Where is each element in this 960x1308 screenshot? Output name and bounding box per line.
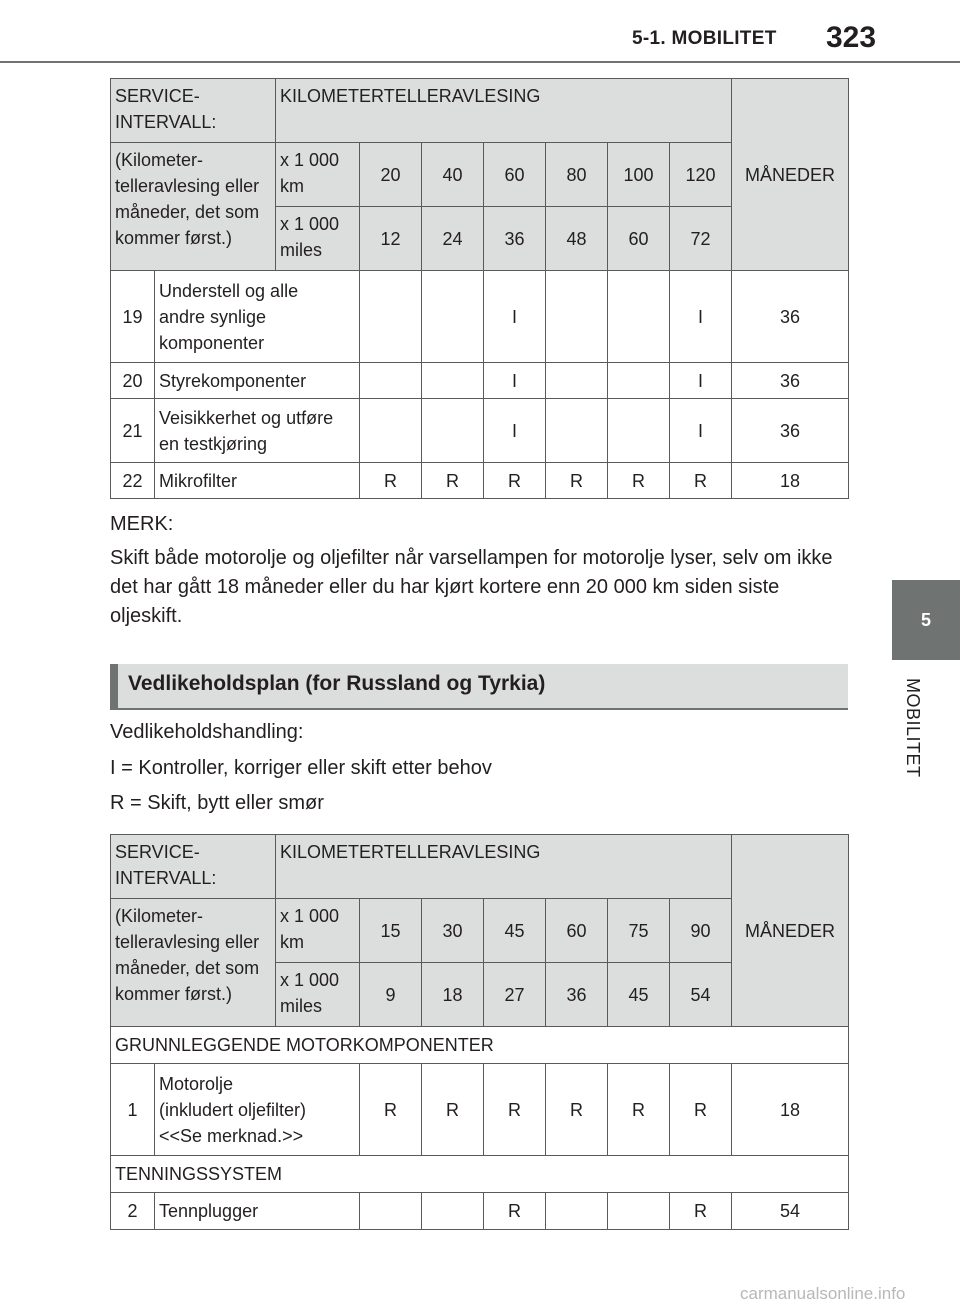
row-action: I <box>484 271 546 363</box>
chapter-tab[interactable]: 5 <box>892 580 960 660</box>
row-action <box>546 399 608 463</box>
table-row <box>111 1064 849 1156</box>
miles-value: 18 <box>422 963 484 1027</box>
page-header <box>0 0 960 62</box>
miles-unit: x 1 000 miles <box>276 963 360 1027</box>
row-item-name: Understell og alle andre synlige komponenter <box>155 271 360 363</box>
table-row <box>111 271 849 363</box>
legend-i: I = Kontroller, korriger eller skift etter behov <box>110 757 492 779</box>
section-heading <box>110 664 848 710</box>
km-value: 80 <box>546 143 608 207</box>
row-action <box>546 363 608 399</box>
miles-value: 36 <box>484 207 546 271</box>
row-action <box>422 271 484 363</box>
note-text: Skift både motorolje og oljefilter når varsellampen for motorolje lyser, selv om ikke det har gått 18 måneder eller du har kjørt kortere enn 20 000 km siden siste oljeskift. <box>110 547 833 627</box>
miles-value: 48 <box>546 207 608 271</box>
row-item-name: Veisikkerhet og utføre en testkjøring <box>155 399 360 463</box>
row-number: 20 <box>111 363 155 399</box>
watermark-link[interactable]: carmanualsonline.info <box>740 1284 906 1303</box>
note-label: MERK: <box>110 513 174 535</box>
heading-bar <box>110 664 118 708</box>
table-row <box>111 399 849 463</box>
row-action <box>422 363 484 399</box>
row-action <box>360 1193 422 1230</box>
miles-value: 12 <box>360 207 422 271</box>
row-action <box>422 399 484 463</box>
row-action <box>360 271 422 363</box>
km-unit: x 1 000 km <box>276 143 360 207</box>
row-action <box>422 1193 484 1230</box>
km-value: 20 <box>360 143 422 207</box>
km-value: 30 <box>422 899 484 963</box>
chapter-side-label: MOBILITET <box>903 678 923 778</box>
miles-unit: x 1 000 miles <box>276 207 360 271</box>
row-months: 54 <box>732 1193 849 1230</box>
row-action: I <box>670 363 732 399</box>
km-value: 100 <box>608 143 670 207</box>
section-heading-text: Vedlikeholdsplan (for Russland og Tyrkia) <box>128 672 546 695</box>
page-number: 323 <box>826 21 877 54</box>
row-action: R <box>546 463 608 499</box>
interval-header: SERVICE- INTERVALL: <box>111 79 276 143</box>
row-months: 18 <box>732 1064 849 1156</box>
row-action: R <box>360 463 422 499</box>
row-action: I <box>484 399 546 463</box>
row-action: R <box>422 463 484 499</box>
row-action: R <box>670 1193 732 1230</box>
km-value: 45 <box>484 899 546 963</box>
km-value: 40 <box>422 143 484 207</box>
row-action <box>360 363 422 399</box>
months-header: MÅNEDER <box>732 79 849 271</box>
row-months: 36 <box>732 271 849 363</box>
miles-value: 24 <box>422 207 484 271</box>
row-action: R <box>360 1064 422 1156</box>
service-table-1 <box>110 78 849 499</box>
km-value: 120 <box>670 143 732 207</box>
section-title: 5-1. MOBILITET <box>632 28 777 49</box>
miles-value: 72 <box>670 207 732 271</box>
miles-value: 9 <box>360 963 422 1027</box>
table-row <box>111 1193 849 1230</box>
km-value: 60 <box>484 143 546 207</box>
row-action <box>360 399 422 463</box>
row-months: 36 <box>732 399 849 463</box>
row-months: 18 <box>732 463 849 499</box>
row-number: 2 <box>111 1193 155 1230</box>
interval-header: SERVICE- INTERVALL: <box>111 835 276 899</box>
interval-note: (Kilometer- telleravlesing eller måneder, det som kommer først.) <box>111 899 276 1027</box>
row-action: R <box>608 463 670 499</box>
km-value: 60 <box>546 899 608 963</box>
row-item-name: Styrekomponenter <box>155 363 360 399</box>
group-label: GRUNNLEGGENDE MOTORKOMPONENTER <box>111 1027 849 1064</box>
row-number: 21 <box>111 399 155 463</box>
row-action: I <box>670 399 732 463</box>
miles-value: 27 <box>484 963 546 1027</box>
row-action: R <box>670 1064 732 1156</box>
table-row <box>111 463 849 499</box>
row-action: R <box>484 1064 546 1156</box>
row-number: 22 <box>111 463 155 499</box>
row-action: I <box>670 271 732 363</box>
km-value: 75 <box>608 899 670 963</box>
group-row <box>111 1156 849 1193</box>
km-reading-header: KILOMETERTELLERAVLESING <box>276 79 732 143</box>
row-action <box>546 1193 608 1230</box>
row-action <box>608 399 670 463</box>
km-unit: x 1 000 km <box>276 899 360 963</box>
row-item-name: Tennplugger <box>155 1193 360 1230</box>
legend-r: R = Skift, bytt eller smør <box>110 792 324 814</box>
months-header: MÅNEDER <box>732 835 849 1027</box>
row-item-name: Mikrofilter <box>155 463 360 499</box>
km-reading-header: KILOMETERTELLERAVLESING <box>276 835 732 899</box>
row-action: I <box>484 363 546 399</box>
group-row <box>111 1027 849 1064</box>
row-action <box>608 1193 670 1230</box>
row-item-name: Motorolje (inkludert oljefilter) <<Se merknad.>> <box>155 1064 360 1156</box>
km-value: 15 <box>360 899 422 963</box>
header-rule <box>0 61 960 63</box>
table-row <box>111 363 849 399</box>
row-action <box>608 271 670 363</box>
group-label: TENNINGSSYSTEM <box>111 1156 849 1193</box>
row-action: R <box>608 1064 670 1156</box>
miles-value: 54 <box>670 963 732 1027</box>
row-action <box>546 271 608 363</box>
miles-value: 45 <box>608 963 670 1027</box>
row-action: R <box>422 1064 484 1156</box>
miles-value: 60 <box>608 207 670 271</box>
row-number: 1 <box>111 1064 155 1156</box>
service-table-2 <box>110 834 849 1230</box>
miles-value: 36 <box>546 963 608 1027</box>
interval-note: (Kilometer- telleravlesing eller måneder, det som kommer først.) <box>111 143 276 271</box>
row-action <box>608 363 670 399</box>
row-action: R <box>484 463 546 499</box>
row-action: R <box>484 1193 546 1230</box>
legend-heading: Vedlikeholdshandling: <box>110 721 304 743</box>
row-action: R <box>670 463 732 499</box>
km-value: 90 <box>670 899 732 963</box>
row-number: 19 <box>111 271 155 363</box>
row-months: 36 <box>732 363 849 399</box>
row-action: R <box>546 1064 608 1156</box>
